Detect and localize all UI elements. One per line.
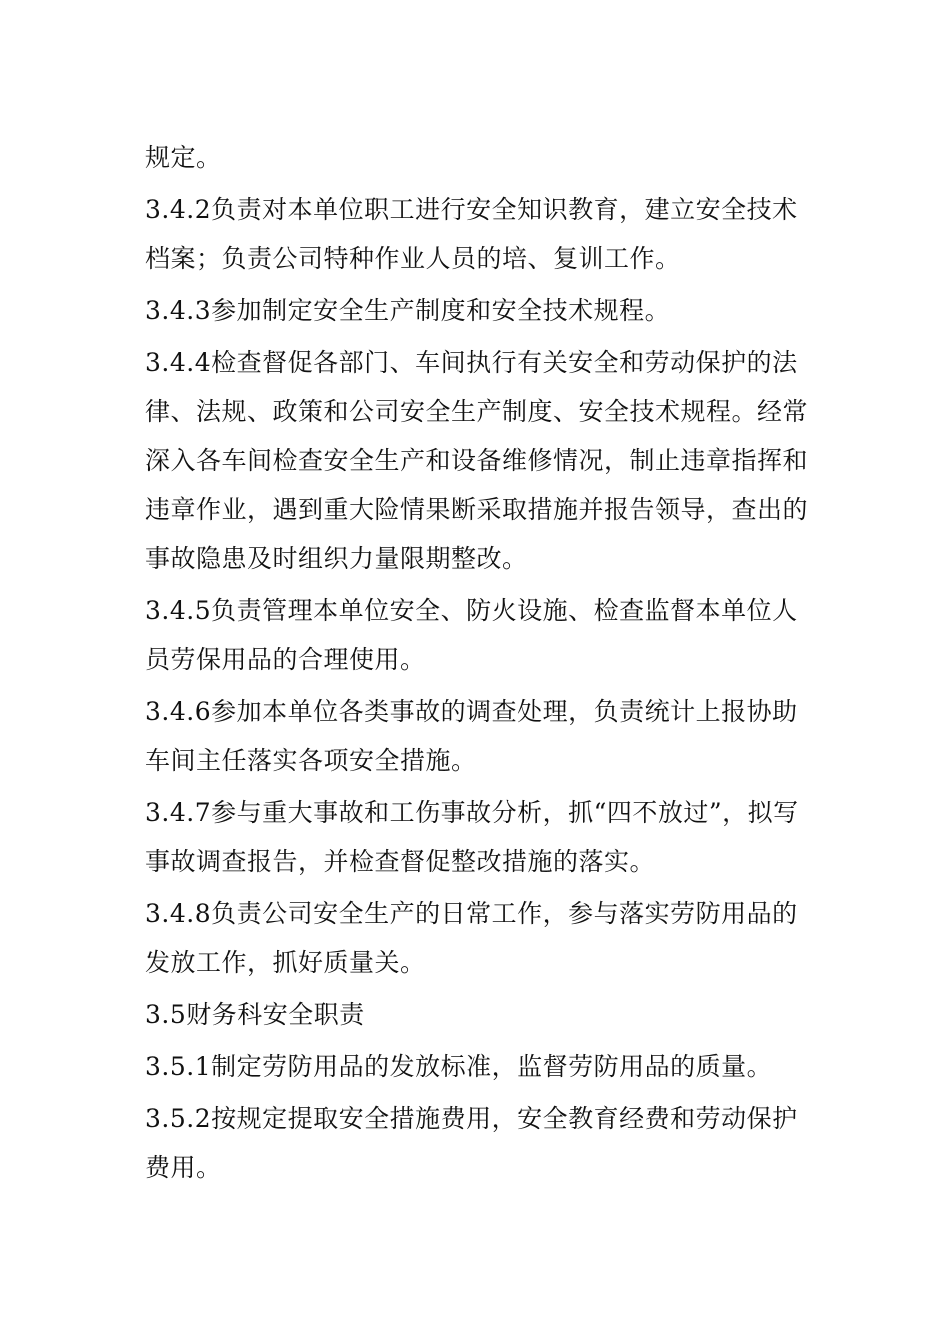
paragraph-3-5-2: 3.5.2按规定提取安全措施费用，安全教育经费和劳动保护费用。 bbox=[145, 1104, 798, 1182]
paragraph-3-4-4: 3.4.4检查督促各部门、车间执行有关安全和劳动保护的法律、法规、政策和公司安全生产制度、安全技术规程。经常深入各车间检查安全生产和设备维修情况，制止违章指挥和违章作业，遇到重大险情果断采取措施并报告领导，查出的事故隐患及时组织力量限期整改。 bbox=[145, 348, 809, 573]
paragraph-3-4-6: 3.4.6参加本单位各类事故的调查处理，负责统计上报协助车间主任落实各项安全措施。 bbox=[145, 697, 798, 775]
paragraph-3-4-3: 3.4.3参加制定安全生产制度和安全技术规程。 bbox=[145, 296, 671, 325]
paragraph-continuation: 规定。 bbox=[145, 143, 222, 172]
paragraph-3-5-1: 3.5.1制定劳防用品的发放标准，监督劳防用品的质量。 bbox=[145, 1052, 773, 1081]
paragraph-3-4-8: 3.4.8负责公司安全生产的日常工作，参与落实劳防用品的发放工作，抓好质量关。 bbox=[145, 899, 798, 977]
document-body bbox=[145, 133, 815, 1192]
section-heading-3-5: 3.5财务科安全职责 bbox=[145, 1000, 365, 1029]
paragraph-3-4-7: 3.4.7参与重大事故和工伤事故分析，抓“四不放过”，拟写事故调查报告，并检查督促整改措施的落实。 bbox=[145, 798, 799, 876]
paragraph-3-4-2: 3.4.2负责对本单位职工进行安全知识教育，建立安全技术档案；负责公司特种作业人员的培、复训工作。 bbox=[145, 195, 798, 273]
paragraph-3-4-5: 3.4.5负责管理本单位安全、防火设施、检查监督本单位人员劳保用品的合理使用。 bbox=[145, 596, 798, 674]
